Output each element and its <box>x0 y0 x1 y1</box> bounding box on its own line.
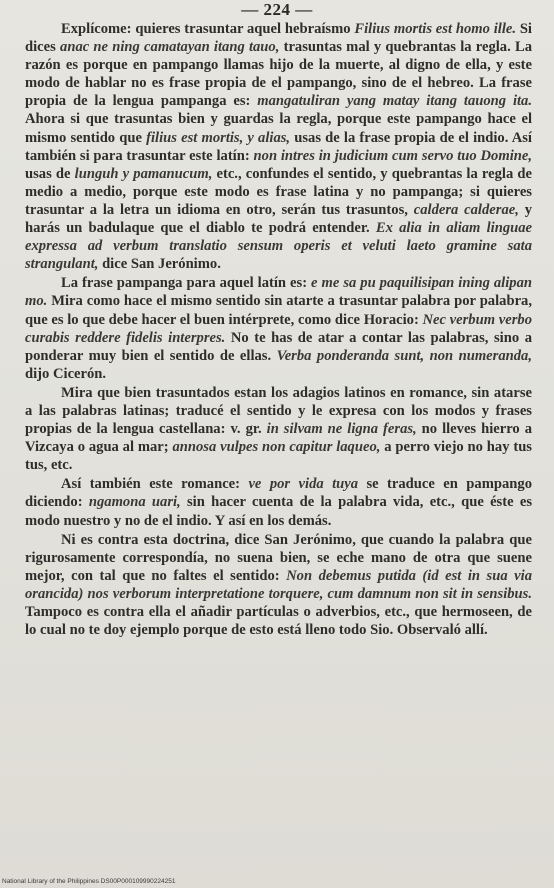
text-run: no lleves hierro a Vizcaya o agua al mar; <box>25 421 533 456</box>
text-run: usas de <box>25 165 75 182</box>
text-run: usas de la frase propia de el indio. Así también si para trasuntar este latín: <box>25 129 532 164</box>
text-run: Explícome: quieres trasuntar aquel hebraísmo <box>61 21 355 37</box>
text-run: etc., confundes el sentido, y quebrantas la regla de medio a medio, porque este modo es frase latina y no pampanga; si quieres trasuntar a la letra un idioma en otro, serán tus trasuntos, <box>25 165 532 218</box>
text-run: trasuntas mal y quebrantas la regla. La razón es porque en pampango llamas hijo de la muerte, al digno de ella, y este modo de hablar no es frase propia de el pampango, sino de el hebreo. La frase propia de la lengua pampanga es: <box>25 39 532 110</box>
paragraph <box>25 20 532 273</box>
paragraph <box>25 384 532 474</box>
text-run: a perro viejo no hay tus tus, etc. <box>25 439 532 474</box>
text-run: y harás un badulaque que el diablo te podrá entender. <box>25 201 533 237</box>
italic-quote: filius est mortis, y alias, <box>146 129 291 146</box>
italic-quote: Non debemus putida (id est in sua via orancida) nos verborum interpretatione torquere, cum damnum non sit in sensibus. <box>25 567 532 602</box>
text-run: Ahora si que trasuntas bien y guardas la regla, porque este pampango hace el mismo sentido que <box>25 111 532 146</box>
italic-quote: annosa vulpes non capitur laqueo, <box>172 439 381 456</box>
text-run: No te has de atar a contar las palabras, sino a ponderar muy bien el sentido de ellas. <box>25 329 532 364</box>
paragraph <box>25 475 532 529</box>
italic-quote: Ex alia in aliam linguae expressa ad verbum translatio sensum operis et veluti laeto gramine sata strangulant, <box>25 220 533 273</box>
italic-quote: anac ne ning camatayan itang tauo, <box>60 39 280 56</box>
text-run: Mira como hace el mismo sentido sin atarte a trasuntar palabra por palabra, que es lo que debe hacer el buen intérprete, como dice Horacio: <box>25 293 532 328</box>
text-run: Así también este romance: <box>61 476 249 493</box>
italic-quote: Verba ponderanda sunt, non numeranda, <box>276 347 532 364</box>
body-text <box>25 20 532 639</box>
italic-quote: Nec verbum verbo curabis reddere fidelis interpres. <box>25 311 532 346</box>
scan-footer: National Library of the Philippines DS00P000109990224251 <box>2 878 176 885</box>
text-run: dijo Cicerón. <box>25 365 107 382</box>
italic-quote: Filius mortis est homo ille. <box>354 21 516 37</box>
italic-quote: lunguh y pamanucum, <box>74 165 213 182</box>
italic-quote: ngamona uari, <box>88 494 181 511</box>
italic-quote: mangatuliran yang matay itang tauong ita. <box>257 93 532 110</box>
text-run: La frase pampanga para aquel latín es: <box>61 275 312 292</box>
text-run: sin hacer cuenta de la palabra vida, etc., que éste es modo nuestro y no de el indio. Y así en los demás. <box>25 494 532 529</box>
text-run: Mira que bien trasuntados estan los adagios latinos en romance, sin atarse a las palabras latinas; traducé el sentido y le expresa con los modos y frases propias de la lengua castellana: v. gr. <box>25 384 532 438</box>
italic-quote: caldera calderae, <box>413 201 519 218</box>
italic-quote: in silvam ne ligna feras, <box>266 421 417 438</box>
paragraph <box>25 274 532 383</box>
text-run: Ni es contra esta doctrina, dice San Jerónimo, que cuando la palabra que rigurosamente correspondía, no suena bien, se eche mano de otra que suene mejor, con tal que no faltes el sentido: <box>25 531 532 584</box>
text-run: dice San Jerónimo. <box>98 256 221 273</box>
text-run: Tampoco es contra ella el añadir partículas o adverbios, etc., que hermoseen, de lo cual no te doy ejemplo porque de esto está lleno todo Sio. Observaló allí. <box>25 604 532 639</box>
italic-quote: non intres in judicium cum servo tuo Domine, <box>253 147 532 164</box>
page-number: — 224 — <box>241 0 313 19</box>
paragraph <box>25 531 532 640</box>
italic-quote: e me sa pu paquilisipan ining alipan mo. <box>25 275 533 310</box>
text-run: Si dices <box>25 21 532 56</box>
text-run: se traduce en pampango diciendo: <box>25 476 532 511</box>
italic-quote: ve por vida tuya <box>248 476 359 493</box>
